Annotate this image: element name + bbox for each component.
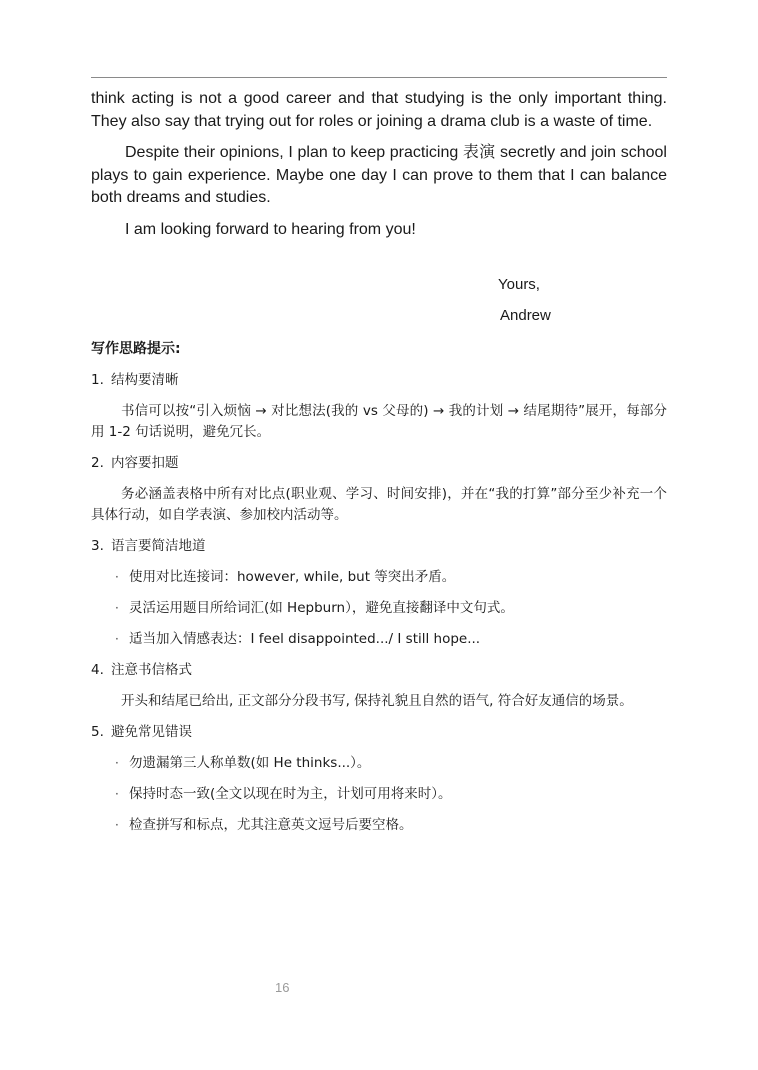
hint-heading (91, 370, 667, 391)
hint-number: 4. (91, 662, 104, 678)
hint-bullet-list (91, 567, 667, 650)
hint-bullet-text: 保持时态一致(全文以现在时为主，计划可用将来时）。 (129, 786, 452, 802)
hint-bullet-list (91, 753, 667, 836)
letter-paragraph-2: Despite their opinions, I plan to keep practicing 表演 secretly and join school plays to gain experience. Maybe one day I can prove to them that I can balance both dreams and studies. (91, 144, 667, 206)
hint-heading-text: 避免常见错误 (111, 724, 192, 740)
hint-number: 3. (91, 538, 104, 554)
hint-bullet-text: 适当加入情感表达：I feel disappointed.../ I still hope... (129, 631, 481, 647)
hint-heading (91, 536, 667, 557)
hint-section-1 (91, 370, 667, 443)
hint-bullet (91, 567, 667, 588)
hint-bullet-text: 灵活运用题目所给词汇(如 Hepburn），避免直接翻译中文句式。 (129, 600, 514, 616)
hint-heading-text: 内容要扣题 (111, 455, 179, 471)
hint-bullet-text: 使用对比连接词：however, while, but 等突出矛盾。 (129, 569, 456, 585)
hint-number: 5. (91, 724, 104, 740)
hint-body: 书信可以按“引入烦恼 → 对比想法(我的 vs 父母的) → 我的计划 → 结尾期待”展开，每部分用 1-2 句话说明，避免冗长。 (91, 403, 667, 440)
bullet-dot-icon: · (115, 601, 119, 615)
hint-heading (91, 660, 667, 681)
hint-bullet-text: 勿遗漏第三人称单数(如 He thinks...）。 (129, 755, 371, 771)
hint-heading-text: 注意书信格式 (111, 662, 192, 678)
letter-paragraph-3: I am looking forward to hearing from you! (125, 220, 416, 238)
header-rule (91, 77, 667, 78)
hint-section-3 (91, 536, 667, 650)
letter-closing: Yours, (498, 276, 540, 293)
bullet-dot-icon: · (115, 756, 119, 770)
hint-bullet (91, 598, 667, 619)
hint-heading-text: 结构要清晰 (111, 372, 179, 388)
hint-number: 1. (91, 372, 104, 388)
letter-paragraph-1: think acting is not a good career and that studying is the only important thing. They also say that trying out for roles or joining a drama club is a waste of time. (91, 90, 667, 130)
letter-body (91, 88, 667, 250)
page-number: 16 (275, 980, 290, 995)
hint-body: 开头和结尾已给出, 正文部分分段书写, 保持礼貌且自然的语气, 符合好友通信的场景。 (121, 693, 633, 709)
hint-heading (91, 722, 667, 743)
hint-bullet-text: 检查拼写和标点，尤其注意英文逗号后要空格。 (129, 817, 413, 833)
hint-body: 务必涵盖表格中所有对比点(职业观、学习、时间安排)，并在“我的打算”部分至少补充一个具体行动，如自学表演、参加校内活动等。 (91, 486, 667, 523)
bullet-dot-icon: · (115, 570, 119, 584)
hint-bullet (91, 629, 667, 650)
hint-section-4 (91, 660, 667, 712)
hint-number: 2. (91, 455, 104, 471)
hint-section-5 (91, 722, 667, 836)
bullet-dot-icon: · (115, 787, 119, 801)
bullet-dot-icon: · (115, 818, 119, 832)
document-page (91, 0, 667, 1070)
letter-signature: Andrew (500, 307, 551, 324)
hint-heading-text: 语言要简洁地道 (111, 538, 206, 554)
writing-hints (91, 339, 667, 846)
hint-bullet (91, 815, 667, 836)
hint-heading (91, 453, 667, 474)
hint-bullet (91, 784, 667, 805)
hints-title: 写作思路提示: (91, 341, 181, 357)
hint-bullet (91, 753, 667, 774)
bullet-dot-icon: · (115, 632, 119, 646)
hint-section-2 (91, 453, 667, 526)
